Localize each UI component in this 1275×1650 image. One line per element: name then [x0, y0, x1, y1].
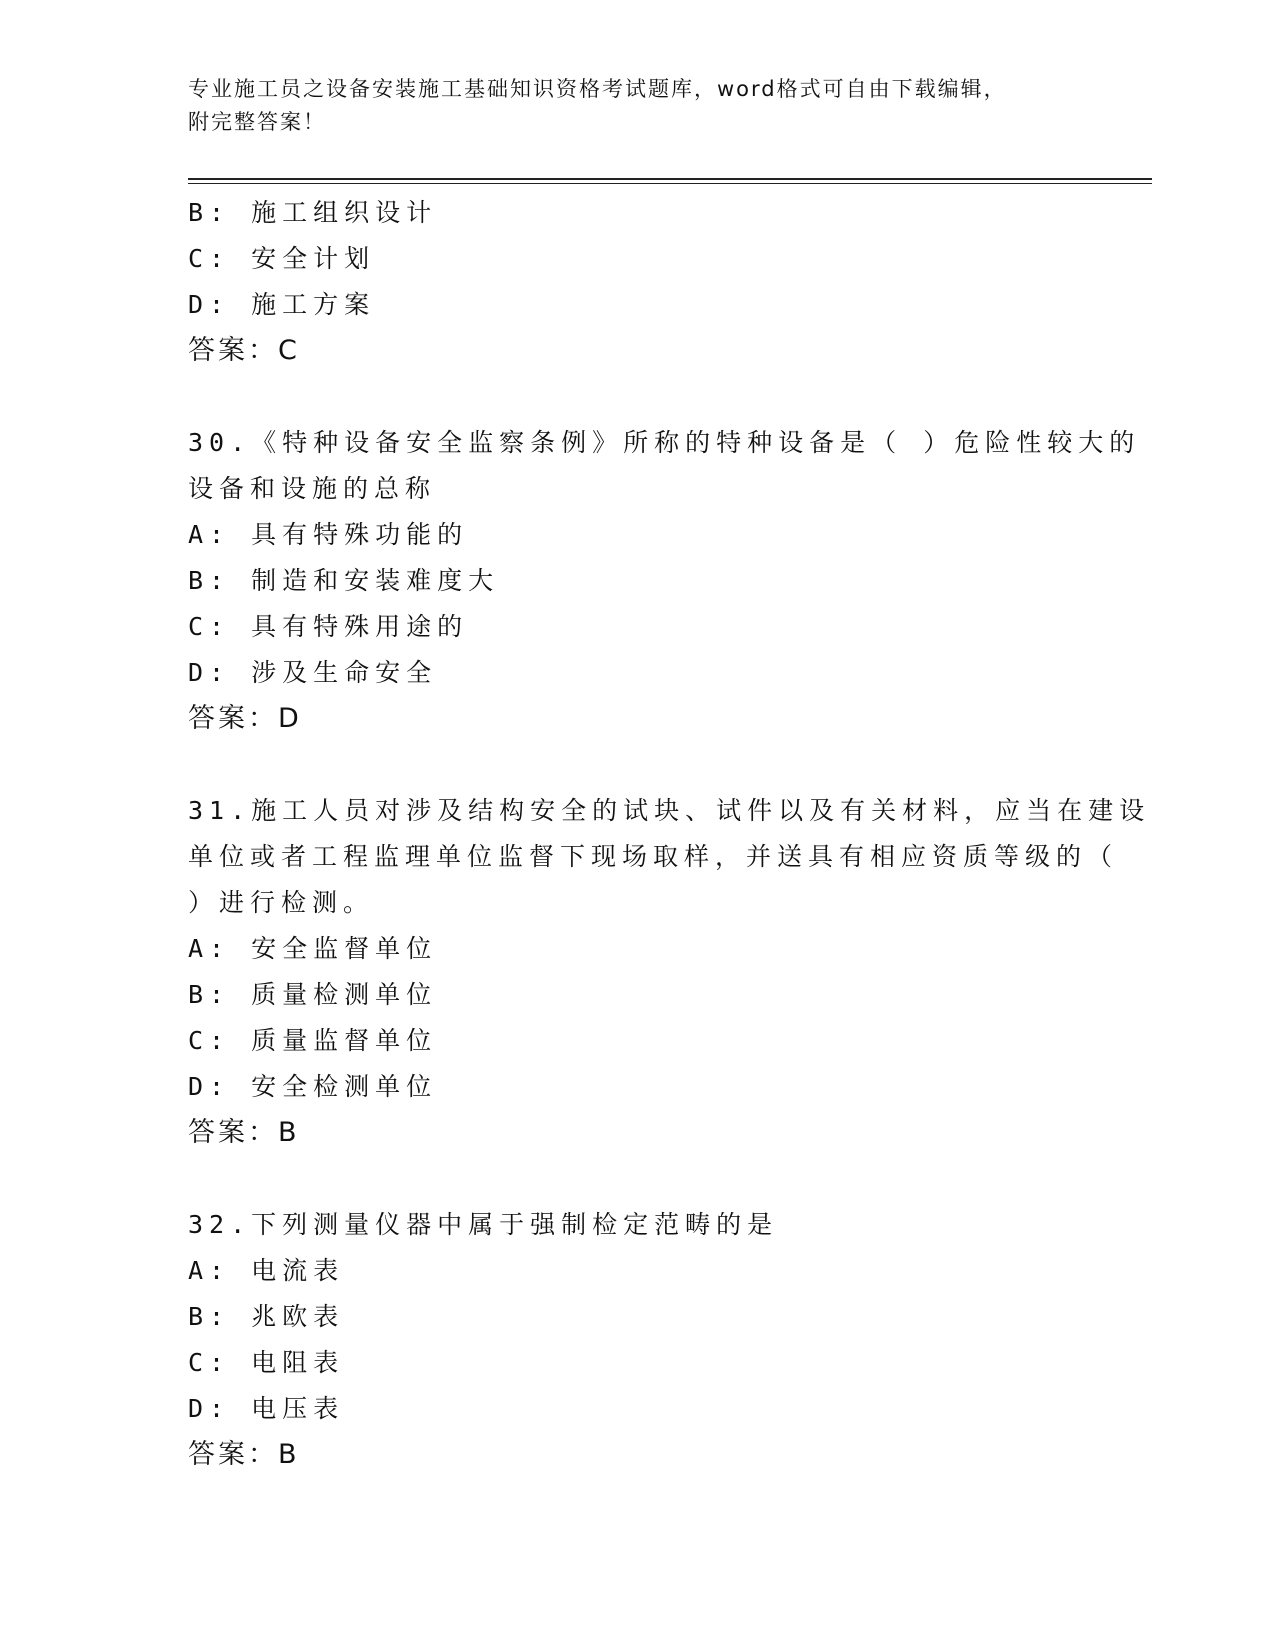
spacer — [188, 1156, 1088, 1202]
question-stem-line: 30.《特种设备安全监察条例》所称的特种设备是（ ）危险性较大的 — [188, 428, 1141, 457]
answer-label: 答案： — [188, 1439, 278, 1470]
option-d: D: 施工方案 — [188, 290, 376, 319]
header-line-2: 附完整答案！ — [188, 110, 326, 134]
answer-label: 答案： — [188, 703, 278, 734]
option-d: D: 安全检测单位 — [188, 1072, 438, 1101]
answer-line — [188, 1110, 1088, 1156]
question-stem-line: 31.施工人员对涉及结构安全的试块、试件以及有关材料，应当在建设 — [188, 796, 1151, 825]
answer-value: C — [278, 335, 300, 366]
question-stem-line: 32.下列测量仪器中属于强制检定范畴的是 — [188, 1210, 779, 1239]
option-b: B: 制造和安装难度大 — [188, 566, 500, 595]
answer-label: 答案： — [188, 1117, 278, 1148]
answer-line — [188, 696, 1088, 742]
header-divider-thick — [188, 178, 1152, 180]
option-d: D: 电压表 — [188, 1394, 345, 1423]
option-c: C: 具有特殊用途的 — [188, 612, 469, 641]
answer-line — [188, 328, 1088, 374]
spacer — [188, 374, 1088, 420]
page-header — [188, 73, 1068, 139]
spacer — [188, 742, 1088, 788]
option-c: C: 安全计划 — [188, 244, 376, 273]
option-a: A: 安全监督单位 — [188, 934, 438, 963]
question-31 — [188, 788, 1151, 1156]
question-32 — [188, 1202, 1088, 1478]
question-stem-line: 设备和设施的总称 — [188, 474, 437, 503]
question-stem-line: 单位或者工程监理单位监督下现场取样，并送具有相应资质等级的（ — [188, 842, 1119, 871]
option-b: B: 兆欧表 — [188, 1302, 345, 1331]
option-a: A: 具有特殊功能的 — [188, 520, 469, 549]
header-line-1: 专业施工员之设备安装施工基础知识资格考试题库，word格式可自由下载编辑， — [188, 77, 1007, 101]
option-d: D: 涉及生命安全 — [188, 658, 438, 687]
answer-label: 答案： — [188, 335, 278, 366]
answer-value: B — [278, 1117, 300, 1148]
answer-value: B — [278, 1439, 300, 1470]
option-b: B: 施工组织设计 — [188, 198, 438, 227]
question-30 — [188, 420, 1141, 742]
option-c: C: 电阻表 — [188, 1348, 345, 1377]
option-b: B: 质量检测单位 — [188, 980, 438, 1009]
answer-value: D — [278, 703, 302, 734]
option-c: C: 质量监督单位 — [188, 1026, 438, 1055]
question-list — [188, 190, 1151, 1478]
option-a: A: 电流表 — [188, 1256, 345, 1285]
answer-line — [188, 1432, 1088, 1478]
question-stem-line: ）进行检测。 — [188, 888, 375, 917]
header-divider-thin — [188, 183, 1152, 184]
question-29-continued — [188, 190, 1088, 374]
